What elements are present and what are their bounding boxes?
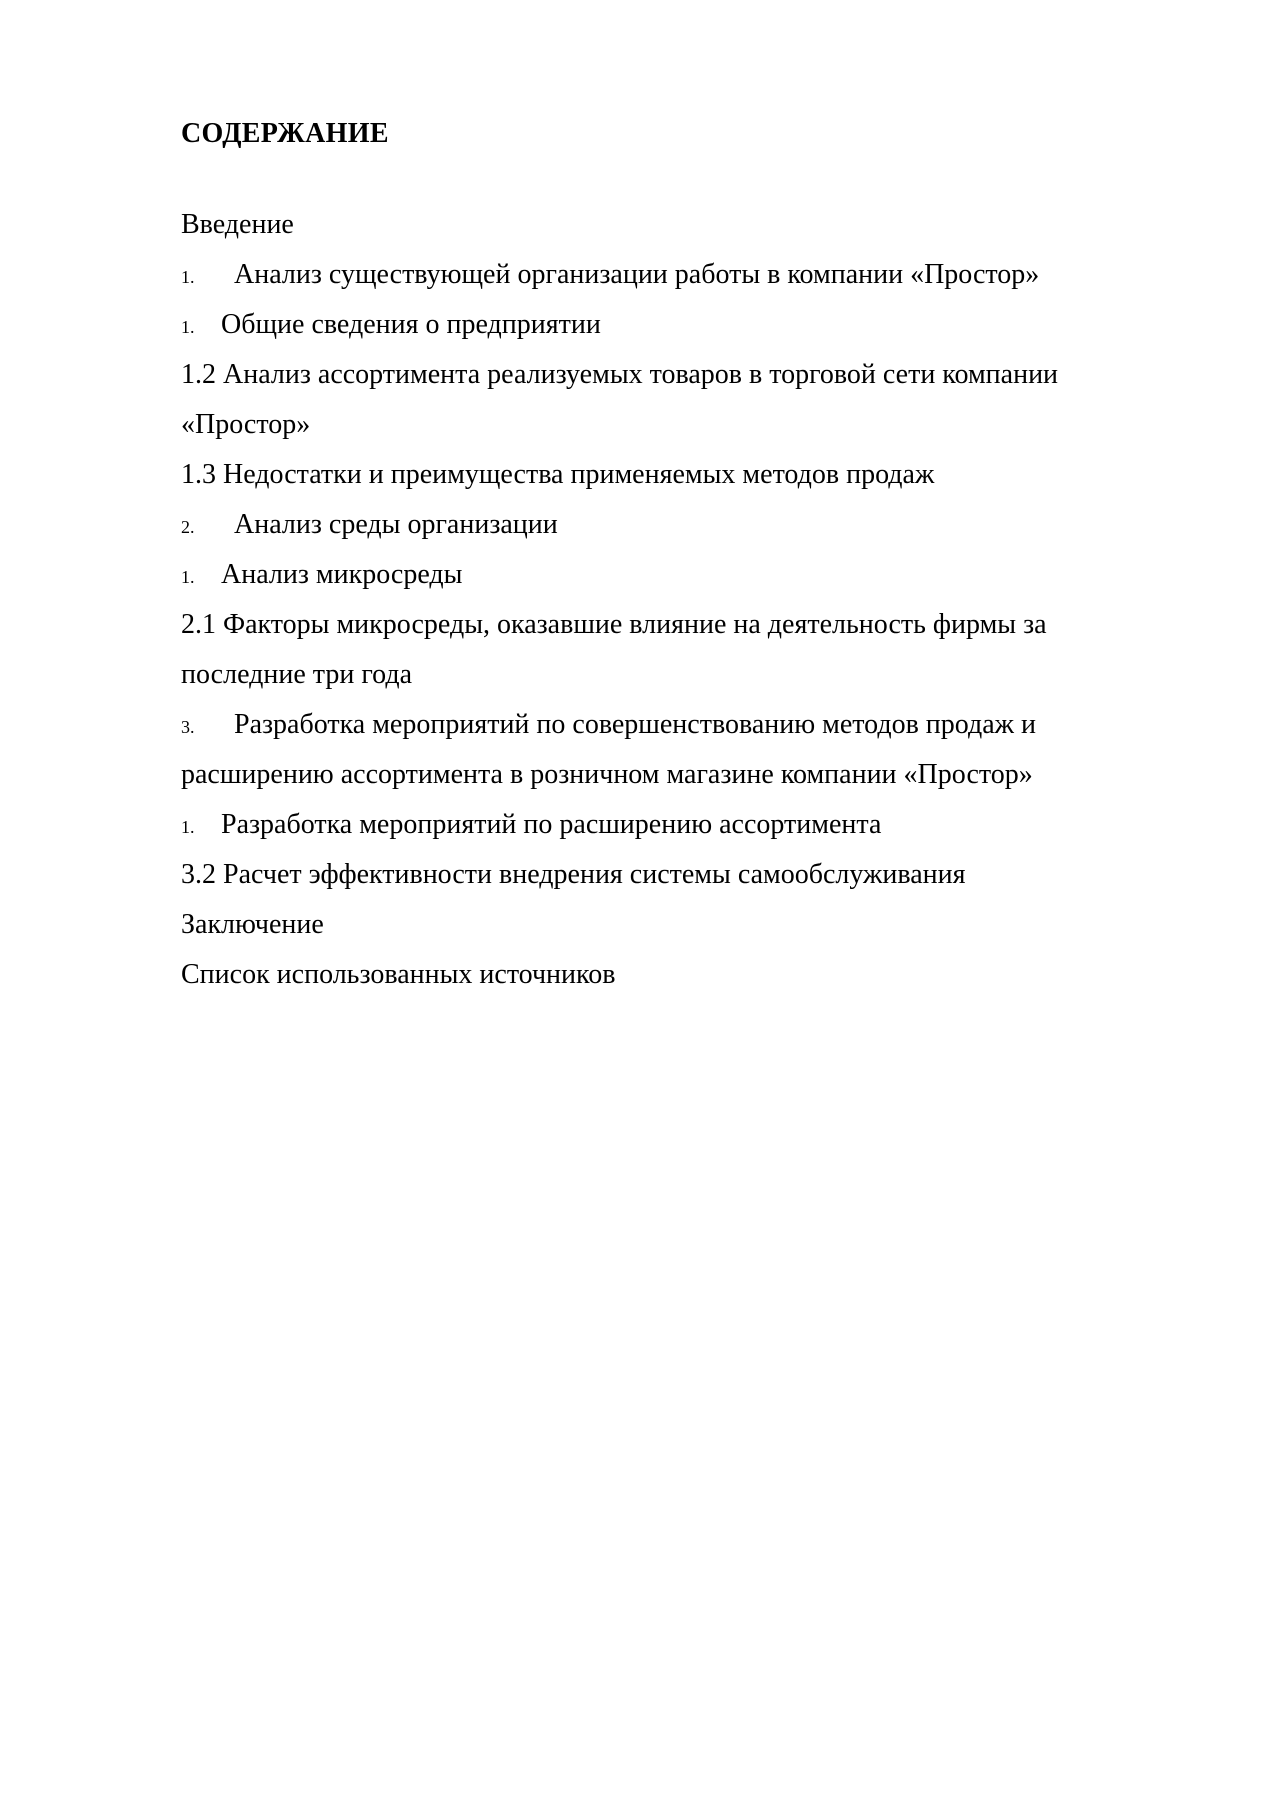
toc-entry-text: Анализ существующей организации работы в компании «Простор» (234, 259, 1040, 290)
toc-entry-section-2-1-factors-continued (181, 658, 412, 692)
toc-entry-section-3-2 (181, 858, 966, 892)
list-marker: 3. (181, 717, 195, 737)
toc-entry-chapter-3 (181, 708, 1036, 744)
toc-entry-chapter-3-continued (181, 758, 1033, 792)
page-title: СОДЕРЖАНИЕ (181, 118, 389, 149)
list-marker: 2. (181, 517, 195, 537)
toc-entry-text: Общие сведения о предприятии (221, 309, 601, 340)
toc-entry-section-1-3 (181, 458, 934, 492)
toc-entry-introduction (181, 208, 294, 242)
toc-entry-text: Введение (181, 209, 294, 240)
toc-entry-text: расширению ассортимента в розничном магазине компании «Простор» (181, 759, 1033, 790)
toc-entry-chapter-2 (181, 508, 558, 544)
toc-entry-text: 1.3 Недостатки и преимущества применяемых методов продаж (181, 459, 935, 490)
toc-entry-section-1-1 (181, 308, 601, 344)
toc-entry-chapter-1 (181, 258, 1039, 294)
toc-entry-section-2-1-factors (181, 608, 1047, 642)
toc-entry-section-1-2 (181, 358, 1058, 392)
toc-entry-text: 2.1 Факторы микросреды, оказавшие влияние на деятельность фирмы за (181, 609, 1047, 640)
toc-entry-text: Анализ микросреды (221, 559, 463, 590)
list-marker: 1. (181, 317, 195, 337)
list-marker: 1. (181, 567, 195, 587)
toc-entry-section-1-2-continued (181, 408, 310, 442)
toc-entry-references (181, 958, 615, 992)
toc-entry-text: Разработка мероприятий по расширению ассортимента (221, 809, 882, 840)
toc-entry-text: Анализ среды организации (234, 509, 558, 540)
toc-entry-text: Разработка мероприятий по совершенствованию методов продаж и (234, 709, 1036, 740)
toc-entry-text: «Простор» (181, 409, 311, 440)
toc-entry-text: Заключение (181, 909, 324, 940)
toc-entry-conclusion (181, 908, 324, 942)
toc-entry-text: Список использованных источников (181, 959, 616, 990)
list-marker: 1. (181, 817, 195, 837)
toc-entry-text: последние три года (181, 659, 412, 690)
toc-entry-section-3-1 (181, 808, 881, 844)
toc-entry-text: 3.2 Расчет эффективности внедрения системы самообслуживания (181, 859, 966, 890)
list-marker: 1. (181, 267, 195, 287)
toc-entry-section-2-1 (181, 558, 462, 594)
toc-entry-text: 1.2 Анализ ассортимента реализуемых товаров в торговой сети компании (181, 359, 1059, 390)
